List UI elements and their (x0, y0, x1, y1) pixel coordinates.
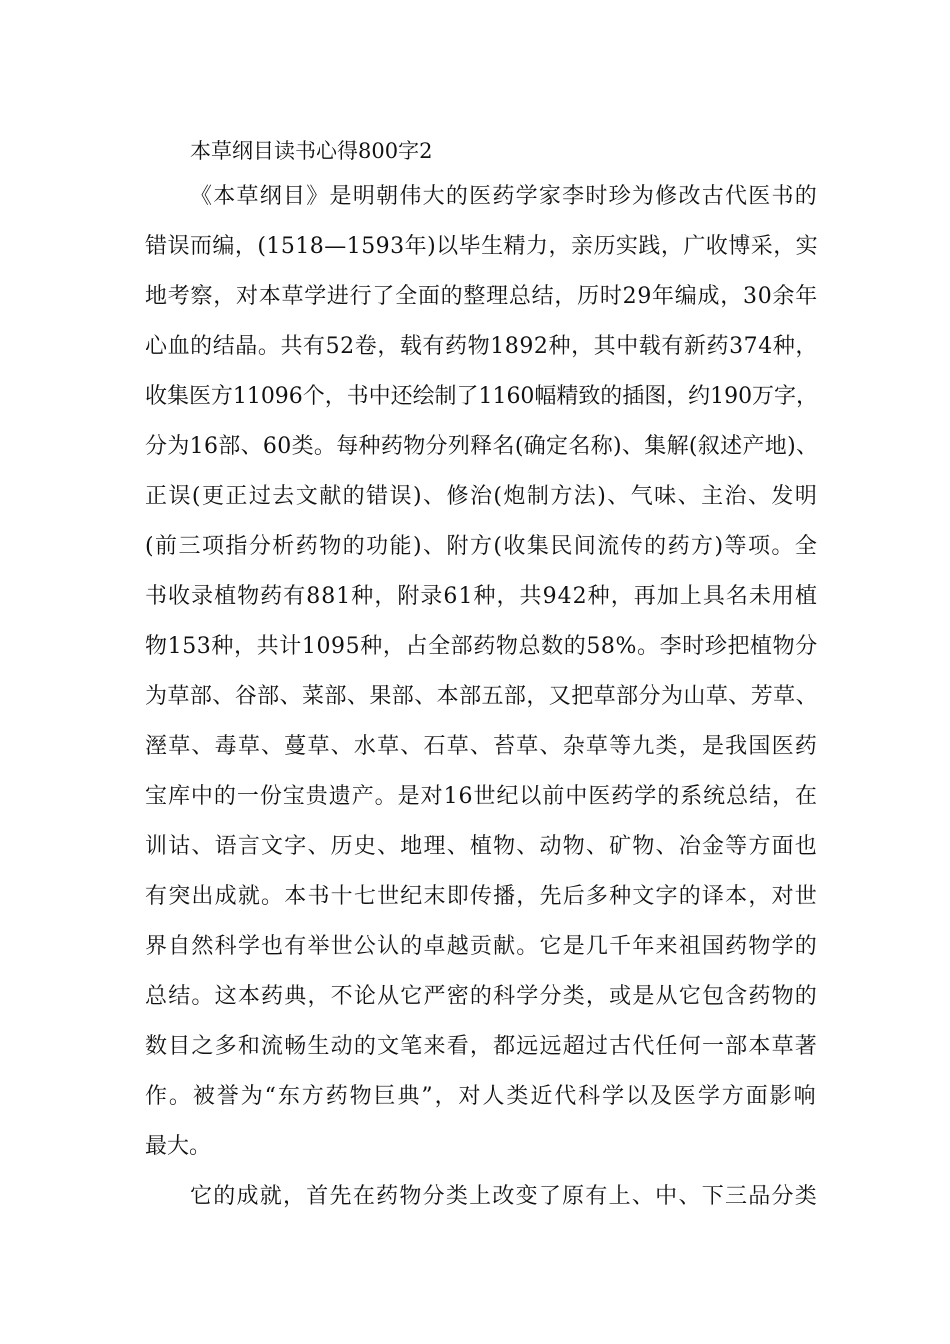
paragraph-1-line: 心血的结晶。共有52卷，载有药物1892种，其中载有新药374种， (145, 334, 818, 359)
paragraph-1-line: 宝库中的一份宝贵遗产。是对16世纪以前中医药学的系统总结，在 (145, 784, 818, 809)
paragraph-1-line: 错误而编，(1518—1593年)以毕生精力，亲历实践，广收博采，实 (145, 234, 819, 259)
paragraph-1-line: 为草部、谷部、菜部、果部、本部五部，又把草部分为山草、芳草、 (145, 684, 819, 709)
paragraph-1-line: 作。被誉为“东方药物巨典”，对人类近代科学以及医学方面影响 (145, 1084, 818, 1109)
paragraph-1-line: 有突出成就。本书十七世纪末即传播，先后多种文字的译本，对世 (145, 884, 819, 909)
document-title: 本草纲目读书心得800字2 (190, 139, 433, 163)
paragraph-1-line: 训诂、语言文字、历史、地理、植物、动物、矿物、冶金等方面也 (145, 834, 819, 859)
paragraph-1-line: 最大。 (145, 1134, 212, 1159)
paragraph-2-line: 它的成就，首先在药物分类上改变了原有上、中、下三品分类 (190, 1184, 819, 1209)
paragraph-1-line: 分为16部、60类。每种药物分列释名(确定名称)、集解(叙述产地)、 (145, 434, 819, 459)
paragraph-1-line: 书收录植物药有881种，附录61种，共942种，再加上具名未用植 (145, 584, 818, 609)
paragraph-1-line: 总结。这本药典，不论从它严密的科学分类，或是从它包含药物的 (145, 984, 819, 1009)
paragraph-1-line: 界自然科学也有举世公认的卓越贡献。它是几千年来祖国药物学的 (145, 934, 819, 959)
paragraph-1-line: 收集医方11096个，书中还绘制了1160幅精致的插图，约190万字， (145, 384, 818, 409)
paragraph-1-line: 地考察，对本草学进行了全面的整理总结，历时29年编成，30余年 (145, 284, 818, 309)
paragraph-1-line: 《本草纲目》是明朝伟大的医药学家李时珍为修改古代医书的 (190, 184, 819, 209)
paragraph-1-line: 数目之多和流畅生动的文笔来看，都远远超过古代任何一部本草著 (145, 1034, 819, 1059)
paragraph-1-line: (前三项指分析药物的功能)、附方(收集民间流传的药方)等项。全 (145, 534, 819, 559)
paragraph-1-line: 正误(更正过去文献的错误)、修治(炮制方法)、气味、主治、发明 (145, 484, 819, 509)
paragraph-1-line: 溼草、毒草、蔓草、水草、石草、苔草、杂草等九类，是我国医药 (145, 734, 819, 759)
paragraph-1-line: 物153种，共计1095种，占全部药物总数的58%。李时珍把植物分 (145, 634, 818, 659)
